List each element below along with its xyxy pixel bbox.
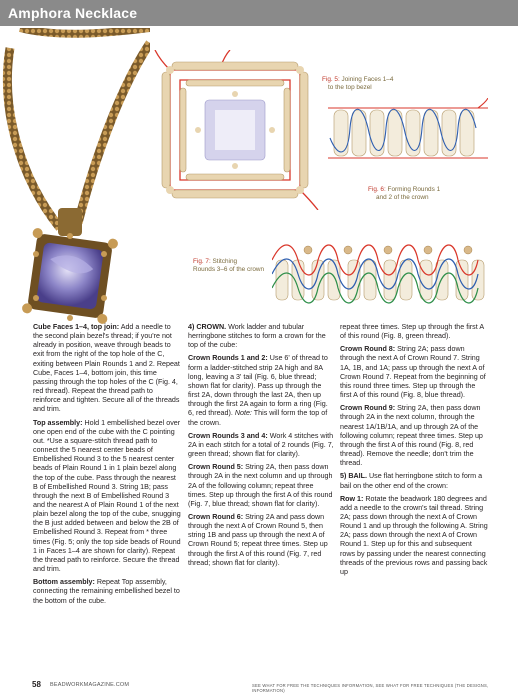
- fig5-caption: [322, 76, 393, 92]
- fig6-label: Fig. 6:: [368, 186, 386, 193]
- paragraph-top-join: Cube Faces 1–4, top join: Add a needle to the second plain bezel's thread; if you're not already in position, weave through beads to exit from the right of the top hole of the C, exiting between Plain Rounds 1 and 2. Repeat Cube, Faces 1–4, bottom join, this time passing through the top holes of the C (Fig. 4, red thread). Repeat the thread path to reinforce and tighten. Secure all of the threads and trim.: [33, 323, 180, 414]
- paragraph-top-assembly: Top assembly: Hold 1 embellished bezel over one open end of the cube with the C pointing out. *Use a square-stitch thread path to connect the 5 nearest center beads of Embellished Round 3 to the 5 nearest center beads of Plain Round 1 in 1 plain bezel along the top of the cube. Pass through the nearest B of Embellished Round 3. String 1B; pass through the next B of Embellished Round 3 and the nearest A of Plain Round 1 of the next plain bezel along the top of the cube, snugging the B just added between and below the 2B of Embellished Round 3. Repeat from * three times (Fig. 5; only the top side beads of Round 1 in Faces 1–4 are shown for clarity). Repeat the thread path to reinforce. Secure the thread and trim.: [33, 418, 181, 574]
- paragraph-crown-rounds-1-2: Crown Rounds 1 and 2: Use 6' of thread to form a ladder-stitched strip 2A high and 8A long, leaving a 3' tail (Fig. 6, blue thread; shown flat for clarity). Pass up through the first 2A, down through the last 2A, then up through the first 2A again to form a ring (Fig. 6, red thread). Note: This will form the top of the crown.: [188, 354, 328, 427]
- fig5-label: Fig. 5:: [322, 76, 340, 83]
- fig6-diagram: [328, 98, 488, 168]
- page-number: 58: [32, 680, 41, 689]
- paragraph-bottom-assembly: Bottom assembly: Repeat Top assembly, connecting the remaining embellished bezel to the bottom of the cube.: [33, 578, 180, 605]
- paragraph-continued: repeat three times. Step up through the first A of this round (Fig. 8, green thread).: [340, 323, 484, 341]
- fig5-text: Joining Faces 1–4: [341, 76, 394, 83]
- fig7-diagram: [272, 238, 492, 308]
- paragraph-crown: 4) CROWN. Work ladder and tubular herringbone stitches to form a crown for the top of the cube:: [188, 323, 326, 350]
- paragraph-crown-round-8: Crown Round 8: String 2A; pass down through the next A of Crown Round 7. String 1A, 1B, and 1A; pass up through the next A of Crown Round 7. Repeat from the beginning of this round three times. Step up through the first A of this round (Fig. 8, blue thread).: [340, 345, 486, 400]
- paragraph-crown-round-5: Crown Round 5: String 2A, then pass down through 2A in the next column and up through 2A of the following column; repeat three times. Step up through the first A of this round (Fig. 7, blue thread; shown flat for clarity).: [188, 463, 333, 508]
- fig6-text2: and 2 of the crown: [376, 194, 429, 201]
- fig7-caption: [193, 258, 264, 274]
- paragraph-row-1: Row 1: Rotate the beadwork 180 degrees and add a needle to the crown's tail thread. String 2A; pass down through the next A of Crown Round 1 and up through the following A. String 2A; pass down through the next A of Crown Round 1. Step up for this and subsequent rows by passing under the nearest connecting threads of the previous rows and passing back up: [340, 494, 488, 576]
- fig7-label: Fig. 7:: [193, 258, 211, 265]
- paragraph-crown-rounds-3-4: Crown Rounds 3 and 4: Work 4 stitches with 2A in each stitch for a total of 2 rounds (Fig. 7, green thread; shown flat for clarity).: [188, 431, 334, 459]
- necklace-photo: [0, 28, 150, 328]
- fig7-text2: Rounds 3–6 of the crown: [193, 266, 265, 273]
- page-title: Amphora Necklace: [8, 5, 138, 21]
- paragraph-crown-round-9: Crown Round 9: String 2A, then pass down through 2A in the next column, through the nearest 1A/1B/1A, and up through 2A of the following column; repeat three times. Step up through the first A of this round (Fig. 8, red thread). Remove the needle; don't trim the thread.: [340, 404, 483, 468]
- footer-credit: SEE WHAT FOR FREE THE TECHNIQUES INFORMATION, SEE WHAT FOR FREE TECHNIQUES (THE DESIGNS, INFORMATION): [252, 683, 489, 693]
- text-column-3: [340, 323, 488, 581]
- fig6-caption: [368, 186, 440, 202]
- paragraph-bail: 5) BAIL. Use flat herringbone stitch to form a bail on the other end of the crown:: [340, 472, 483, 490]
- text-column-1: [33, 323, 181, 610]
- fig5-text2: to the top bezel: [328, 84, 372, 91]
- text-column-2: [188, 323, 334, 572]
- footer-site: BEADWORKMAGAZINE.COM: [50, 682, 130, 688]
- paragraph-crown-round-6: Crown Round 6: String 2A and pass down through the next A of Crown Round 5, then string 1B and pass up through the next A of Crown Round 5; repeat three times. Step up through the first A of this round (Fig. 7, red thread; shown flat for clarity).: [188, 512, 328, 567]
- fig7-text: Stitching: [212, 258, 238, 265]
- fig5-diagram: [150, 50, 320, 210]
- fig6-text: Forming Rounds 1: [387, 186, 441, 193]
